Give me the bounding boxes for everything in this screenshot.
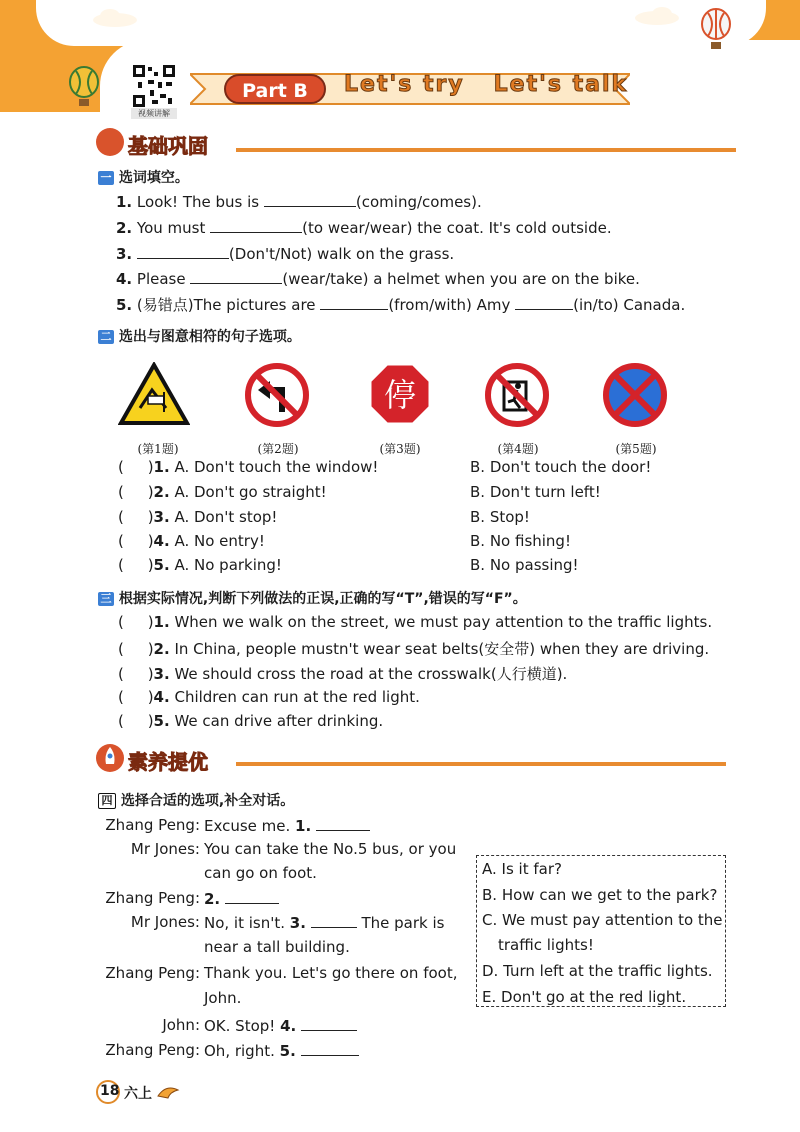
- dialogue-text: Thank you. Let's go there on foot,: [204, 964, 458, 982]
- answer-bracket[interactable]: ( ): [118, 613, 154, 631]
- option-b: B. Don't turn left!: [470, 483, 601, 501]
- option-a: A. Don't touch the window!: [174, 458, 379, 476]
- answer-bracket[interactable]: ( ): [118, 556, 154, 574]
- q2-item: [118, 458, 378, 476]
- q4-instruction: 选择合适的选项,补全对话。: [120, 793, 295, 809]
- answer-blank[interactable]: [210, 218, 302, 233]
- grade-label: 六上: [124, 1086, 152, 1102]
- item-number: 1.: [153, 458, 170, 476]
- sign-caption: (第1题): [137, 442, 179, 456]
- answer-bracket[interactable]: ( ): [118, 483, 154, 501]
- page-number: 18: [100, 1083, 120, 1099]
- item-number: 4.: [153, 532, 170, 550]
- answer-blank[interactable]: [515, 295, 573, 310]
- q3-instruction: 根据实际情况,判断下列做法的正误,正确的写“T”,错误的写“F”。: [118, 591, 527, 607]
- blank-number: 2.: [204, 890, 221, 908]
- option-item: traffic lights!: [498, 936, 594, 954]
- blank-number: 5.: [279, 1042, 296, 1060]
- item-text: (coming/comes).: [355, 193, 482, 211]
- dialogue-text: John.: [204, 989, 242, 1007]
- q2-number: 二: [98, 330, 114, 344]
- answer-blank[interactable]: [316, 816, 370, 831]
- item-text: When we walk on the street, we must pay attention to the traffic lights.: [174, 613, 713, 631]
- q1-instruction: 选词填空。: [118, 170, 189, 186]
- option-item: A. Is it far?: [482, 860, 562, 878]
- answer-bracket[interactable]: ( ): [118, 532, 154, 550]
- option-a: A. No entry!: [174, 532, 265, 550]
- item-text: Children can run at the red light.: [174, 688, 420, 706]
- section-divider: [236, 148, 736, 152]
- q2-item: [118, 508, 277, 526]
- rocket-icon: [94, 742, 126, 774]
- item-number: 3.: [153, 508, 170, 526]
- qr-code-icon[interactable]: [132, 64, 176, 108]
- answer-blank[interactable]: [264, 192, 356, 207]
- item-text: In China, people mustn't wear seat belts(安全带) when they are driving.: [174, 640, 710, 658]
- item-text: We should cross the road at the crosswalk(人行横道).: [174, 665, 568, 683]
- option-item: B. How can we get to the park?: [482, 886, 718, 904]
- item-number: 5.: [153, 556, 170, 574]
- option-b: B. No passing!: [470, 556, 579, 574]
- answer-bracket[interactable]: ( ): [118, 665, 154, 683]
- q1-item: [116, 294, 685, 315]
- answer-blank[interactable]: [190, 269, 282, 284]
- item-text: You must: [136, 219, 206, 237]
- answer-bracket[interactable]: ( ): [118, 508, 154, 526]
- dialogue-text: No, it isn't.: [204, 914, 290, 932]
- sign-caption: (第2题): [257, 442, 299, 456]
- option-b: B. Stop!: [470, 508, 530, 526]
- answer-blank[interactable]: [301, 1041, 359, 1056]
- option-item: E. Don't go at the red light.: [482, 988, 687, 1006]
- no-left-turn-sign-icon: [244, 362, 310, 428]
- blank-number: 3.: [289, 914, 306, 932]
- q4-number: 四: [98, 793, 116, 809]
- q3-item: [118, 688, 420, 706]
- answer-bracket[interactable]: ( ): [118, 640, 154, 658]
- item-number: 5.: [153, 712, 170, 730]
- item-text: (易错点)The pictures are: [136, 296, 316, 314]
- answer-blank[interactable]: [301, 1016, 357, 1031]
- item-text: (from/with) Amy: [388, 296, 511, 314]
- speaker-name: Zhang Peng:: [105, 1041, 200, 1059]
- item-text: (wear/take) a helmet when you are on the bike.: [282, 270, 640, 288]
- item-number: 5.: [116, 296, 133, 314]
- dialogue-line: [204, 1041, 359, 1060]
- item-number: 2.: [153, 640, 170, 658]
- answer-blank[interactable]: [311, 913, 357, 928]
- warning-sign-icon: [118, 362, 190, 426]
- q3-item: [118, 712, 383, 730]
- q1-item: [116, 244, 454, 263]
- bird-icon: [156, 1082, 180, 1100]
- item-number: 4.: [153, 688, 170, 706]
- option-b: B. Don't touch the door!: [470, 458, 652, 476]
- sign-caption: (第4题): [497, 442, 539, 456]
- dialogue-line: [204, 816, 370, 835]
- speaker-name: Zhang Peng:: [105, 816, 200, 834]
- dialogue-line: [204, 1016, 357, 1035]
- dialogue-line: [204, 913, 444, 932]
- speaker-name: Zhang Peng:: [105, 889, 200, 907]
- q3-item: [118, 663, 567, 684]
- q4-heading: [98, 790, 294, 810]
- answer-bracket[interactable]: ( ): [118, 712, 154, 730]
- section-divider: [236, 762, 726, 766]
- stop-sign-label: 停: [383, 376, 417, 414]
- q2-instruction: 选出与图意相符的句子选项。: [118, 329, 301, 345]
- q3-item: [118, 613, 712, 631]
- item-text: Look! The bus is: [136, 193, 260, 211]
- qr-caption: 视频讲解: [131, 108, 177, 119]
- q2-heading: [98, 326, 301, 346]
- option-b: B. No fishing!: [470, 532, 571, 550]
- answer-blank[interactable]: [225, 889, 279, 904]
- no-parking-sign-icon: [602, 362, 668, 428]
- balloon-icon: [698, 8, 734, 52]
- answer-bracket[interactable]: ( ): [118, 458, 154, 476]
- speaker-name: John:: [162, 1016, 200, 1034]
- item-number: 3.: [153, 665, 170, 683]
- q1-heading: [98, 167, 189, 187]
- item-number: 2.: [116, 219, 133, 237]
- cloud-icon: [90, 6, 140, 28]
- option-a: A. No parking!: [174, 556, 282, 574]
- q2-item: [118, 556, 282, 574]
- q1-item: [116, 192, 482, 211]
- item-number: 3.: [116, 245, 133, 263]
- stop-sign-icon: [368, 362, 432, 426]
- q3-heading: [98, 588, 527, 608]
- section-improve-title: 素养提优: [128, 750, 208, 774]
- blank-number: 4.: [280, 1017, 297, 1035]
- section-basic-title: 基础巩固: [128, 134, 208, 158]
- dialogue-text: can go on foot.: [204, 864, 317, 882]
- option-item: D. Turn left at the traffic lights.: [482, 962, 713, 980]
- option-item: C. We must pay attention to the: [482, 911, 723, 929]
- speaker-name: Mr Jones:: [130, 840, 200, 858]
- q1-item: [116, 218, 612, 237]
- option-a: A. Don't go straight!: [174, 483, 327, 501]
- dialogue-text: near a tall building.: [204, 938, 350, 956]
- q3-number: 三: [98, 592, 114, 606]
- speaker-name: Mr Jones:: [130, 913, 200, 931]
- item-text: We can drive after drinking.: [174, 712, 384, 730]
- pencil-icon: [96, 128, 124, 156]
- answer-bracket[interactable]: ( ): [118, 688, 154, 706]
- speaker-name: Zhang Peng:: [105, 964, 200, 982]
- sign-caption: (第5题): [615, 442, 657, 456]
- q2-item: [118, 532, 265, 550]
- option-a: A. Don't stop!: [174, 508, 278, 526]
- q1-item: [116, 269, 640, 288]
- dialogue-text: The park is: [356, 914, 445, 932]
- dialogue-line: [204, 889, 279, 908]
- item-text: (Don't/Not) walk on the grass.: [228, 245, 455, 263]
- sign-caption: (第3题): [379, 442, 421, 456]
- blank-number: 1.: [295, 817, 312, 835]
- balloon-icon: [66, 66, 102, 108]
- dialogue-text: Oh, right.: [204, 1042, 280, 1060]
- dialogue-text: You can take the No.5 bus, or you: [204, 840, 457, 858]
- part-label: Part B: [224, 74, 326, 104]
- item-text: (to wear/wear) the coat. It's cold outside.: [302, 219, 612, 237]
- dialogue-text: Excuse me.: [204, 817, 296, 835]
- item-number: 1.: [116, 193, 133, 211]
- item-number: 4.: [116, 270, 133, 288]
- q3-item: [118, 638, 709, 659]
- item-number: 1.: [153, 613, 170, 631]
- q2-item: [118, 483, 327, 501]
- item-text: Please: [136, 270, 186, 288]
- item-number: 2.: [153, 483, 170, 501]
- answer-blank[interactable]: [320, 295, 388, 310]
- page-title: Let's try Let's talk: [344, 72, 629, 97]
- q1-number: 一: [98, 171, 114, 185]
- item-text: (in/to) Canada.: [573, 296, 686, 314]
- no-entry-sign-icon: [484, 362, 550, 428]
- cloud-icon: [632, 4, 682, 26]
- dialogue-text: OK. Stop!: [204, 1017, 281, 1035]
- answer-blank[interactable]: [137, 244, 229, 259]
